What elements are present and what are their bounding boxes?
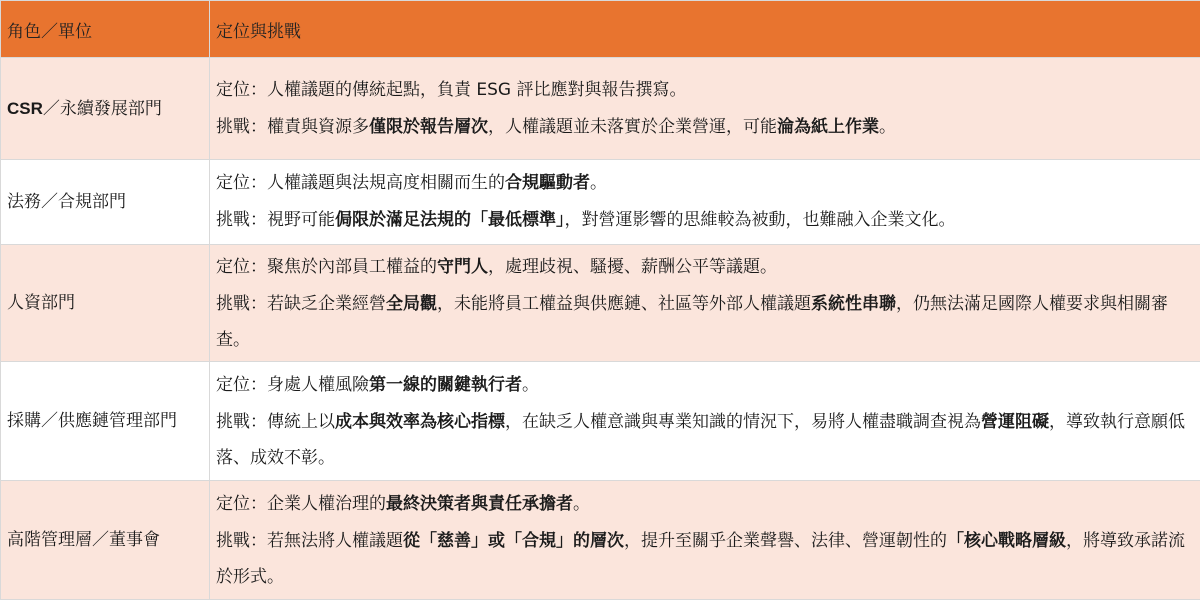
emphasis-text: 營運阻礙 [981,411,1049,432]
role-name: ／永續發展部門 [42,98,162,119]
text-run: ，導致執行意願低落、成效不彰。 [216,411,1185,468]
challenge-line [216,202,1196,239]
emphasis-text: 全局觀 [386,293,437,314]
text-run: 挑戰：傳統上以 [216,411,335,432]
text-run: 定位：聚焦於內部員工權益的 [216,256,437,277]
description-cell [210,362,1200,481]
role-cell [1,245,210,362]
table-row [1,362,1200,481]
text-run: ，未能將員工權益與供應鏈、社區等外部人權議題 [437,293,811,314]
role-name: 人資部門 [7,293,75,313]
text-run: 挑戰：權責與資源多 [216,116,369,137]
emphasis-text: 從「慈善」或「合規」的層次 [403,530,624,551]
role-name-bold: CSR [7,98,43,118]
text-run: ，對營運影響的思維較為被動，也難融入企業文化。 [564,210,956,230]
text-run: 。 [573,493,590,514]
emphasis-text: 最終決策者與責任承擔者 [386,493,573,514]
text-run: ，人權議題並未落實於企業營運，可能 [488,116,777,137]
text-run: 定位：人權議題的傳統起點，負責 ESG 評比應對與報告撰寫。 [216,79,687,100]
description-cell [210,481,1200,600]
position-line [216,249,1196,286]
challenge-line [216,109,1196,146]
role-name: 採購／供應鏈管理部門 [7,411,177,431]
text-run: 定位：身處人權風險 [216,374,369,395]
text-run: ，將導致承諾流於形式。 [216,530,1185,587]
description-cell [210,245,1200,362]
emphasis-text: 僅限於報告層次 [369,116,488,137]
text-run: ，仍無法滿足國際人權要求與相關審查。 [216,293,1168,350]
emphasis-text: 淪為紙上作業 [777,116,879,137]
text-run: 挑戰：若缺乏企業經營 [216,293,386,314]
emphasis-text: 「核心戰略層級 [947,530,1066,551]
emphasis-text: 系統性串聯 [811,293,896,314]
text-run: ，處理歧視、騷擾、薪酬公平等議題。 [488,256,777,277]
challenge-line [216,404,1196,476]
text-run: 。 [879,116,896,137]
challenge-line [216,523,1196,595]
position-line [216,72,1196,109]
emphasis-text: 守門人 [437,256,488,277]
text-run: 挑戰：視野可能 [216,210,335,230]
role-cell [1,362,210,481]
header-role: 角色／單位 [1,1,210,58]
emphasis-text: 侷限於滿足法規的「最低標準」 [335,210,565,230]
role-name: 高階管理層／董事會 [7,530,160,550]
emphasis-text: 第一線的關鍵執行者 [369,374,522,395]
text-run: 定位：企業人權治理的 [216,493,386,514]
text-run: ，在缺乏人權意識與專業知識的情況下，易將人權盡職調查視為 [505,411,981,432]
challenge-line [216,286,1196,358]
position-line [216,367,1196,404]
table-row [1,245,1200,362]
table-row [1,160,1200,245]
text-run: ，提升至關乎企業聲譽、法律、營運韌性的 [624,530,947,551]
text-run: 挑戰：若無法將人權議題 [216,530,403,551]
description-cell [210,58,1200,160]
table-header-row [1,1,1200,58]
role-cell [1,481,210,600]
position-line [216,165,1196,202]
role-cell [1,58,210,160]
text-run: 定位：人權議題與法規高度相關而生的 [216,173,505,193]
position-line [216,486,1196,523]
table-row [1,481,1200,600]
table-row [1,58,1200,160]
emphasis-text: 成本與效率為核心指標 [335,411,505,432]
text-run: 。 [590,173,607,193]
text-run: 。 [522,374,539,395]
description-cell [210,160,1200,245]
role-cell [1,160,210,245]
role-name: 法務／合規部門 [7,192,126,212]
emphasis-text: 合規驅動者 [505,173,590,193]
header-positioning: 定位與挑戰 [210,1,1200,58]
